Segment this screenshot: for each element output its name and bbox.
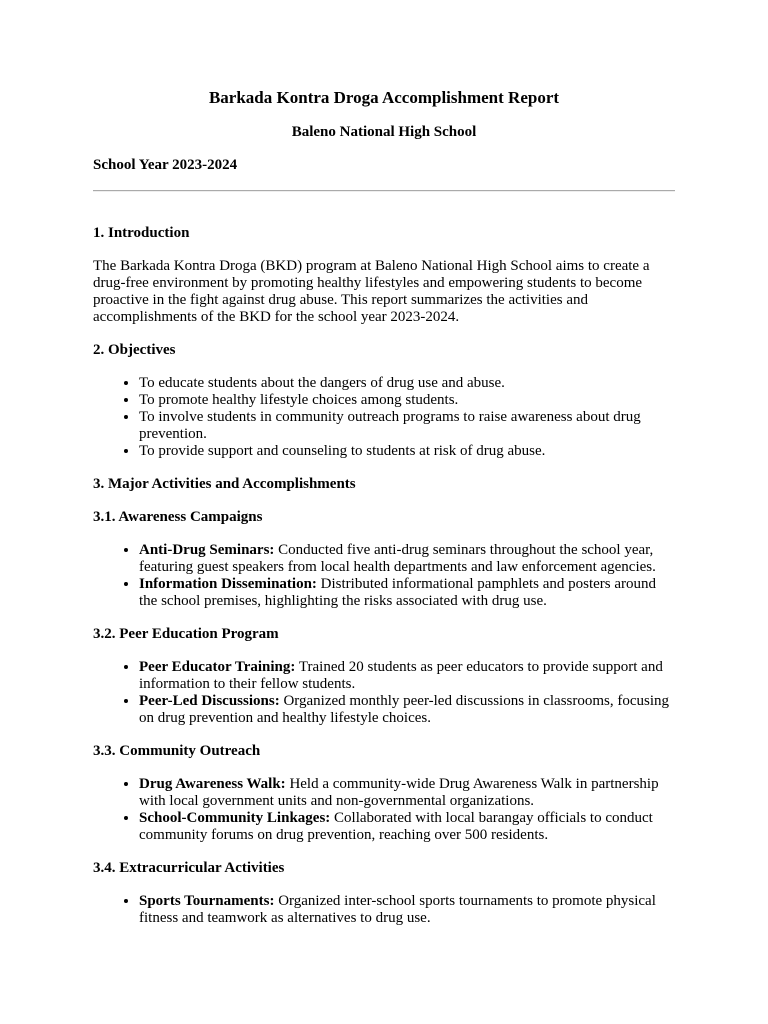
item-label: Peer Educator Training: — [139, 659, 296, 675]
extracurricular-heading: 3.4. Extracurricular Activities — [93, 860, 285, 876]
item-text: Distributed informational pamphlets and posters around the school premises, highlighting the risks associated with drug use. — [139, 576, 657, 609]
school-name: Baleno National High School — [291, 124, 477, 140]
divider — [93, 190, 675, 192]
list-item — [139, 693, 675, 727]
community-list — [93, 776, 675, 844]
list-item: • To promote healthy lifestyle choices among students. — [139, 392, 675, 409]
list-item — [139, 893, 675, 927]
list-item: • To involve students in community outreach programs to raise awareness about drug prevention. — [139, 409, 675, 443]
report-title: Barkada Kontra Droga Accomplishment Report — [208, 88, 560, 107]
item-label: Peer-Led Discussions: — [139, 693, 280, 709]
community-heading: 3.3. Community Outreach — [93, 743, 261, 759]
introduction-heading: 1. Introduction — [93, 225, 190, 241]
introduction-paragraph: The Barkada Kontra Droga (BKD) program at Baleno National High School aims to create a drug-free environment by promoting healthy lifestyles and empowering students to become proactive in the fight against drug abuse. This report summarizes the activities and accomplishments of the BKD for the school year 2023-2024. — [93, 258, 650, 325]
item-text: Organized monthly peer-led discussions in classrooms, focusing on drug prevention and healthy lifestyle choices. — [139, 693, 670, 726]
item-label: Anti-Drug Seminars: — [139, 542, 275, 558]
objectives-list — [93, 375, 675, 460]
item-text: Collaborated with local barangay officials to conduct community forums on drug prevention, reaching over 500 residents. — [139, 810, 653, 843]
item-text: Conducted five anti-drug seminars throughout the school year, featuring guest speakers from local health departments and law enforcement agencies. — [139, 542, 656, 575]
item-label: Drug Awareness Walk: — [139, 776, 286, 792]
item-label: Information Dissemination: — [139, 576, 317, 592]
school-year: School Year 2023-2024 — [93, 157, 238, 173]
awareness-list — [93, 542, 675, 610]
list-item — [139, 576, 675, 610]
list-item: • To educate students about the dangers of drug use and abuse. — [139, 375, 675, 392]
item-text: Held a community-wide Drug Awareness Walk in partnership with local government units and non-governmental organizations. — [139, 776, 659, 809]
item-label: Sports Tournaments: — [139, 893, 275, 909]
awareness-heading: 3.1. Awareness Campaigns — [93, 509, 263, 525]
peer-heading: 3.2. Peer Education Program — [93, 626, 279, 642]
list-item — [139, 659, 675, 693]
extracurricular-list — [93, 893, 675, 927]
activities-heading: 3. Major Activities and Accomplishments — [93, 476, 356, 492]
list-item — [139, 810, 675, 844]
list-item — [139, 776, 675, 810]
list-item — [139, 542, 675, 576]
item-text: Organized inter-school sports tournaments to promote physical fitness and teamwork as alternatives to drug use. — [139, 893, 656, 926]
peer-list — [93, 659, 675, 727]
item-label: School-Community Linkages: — [139, 810, 331, 826]
report-body — [93, 225, 675, 927]
item-text: Trained 20 students as peer educators to provide support and information to their fellow students. — [139, 659, 663, 692]
list-item: • To provide support and counseling to students at risk of drug abuse. — [139, 443, 675, 460]
objectives-heading: 2. Objectives — [93, 342, 176, 358]
